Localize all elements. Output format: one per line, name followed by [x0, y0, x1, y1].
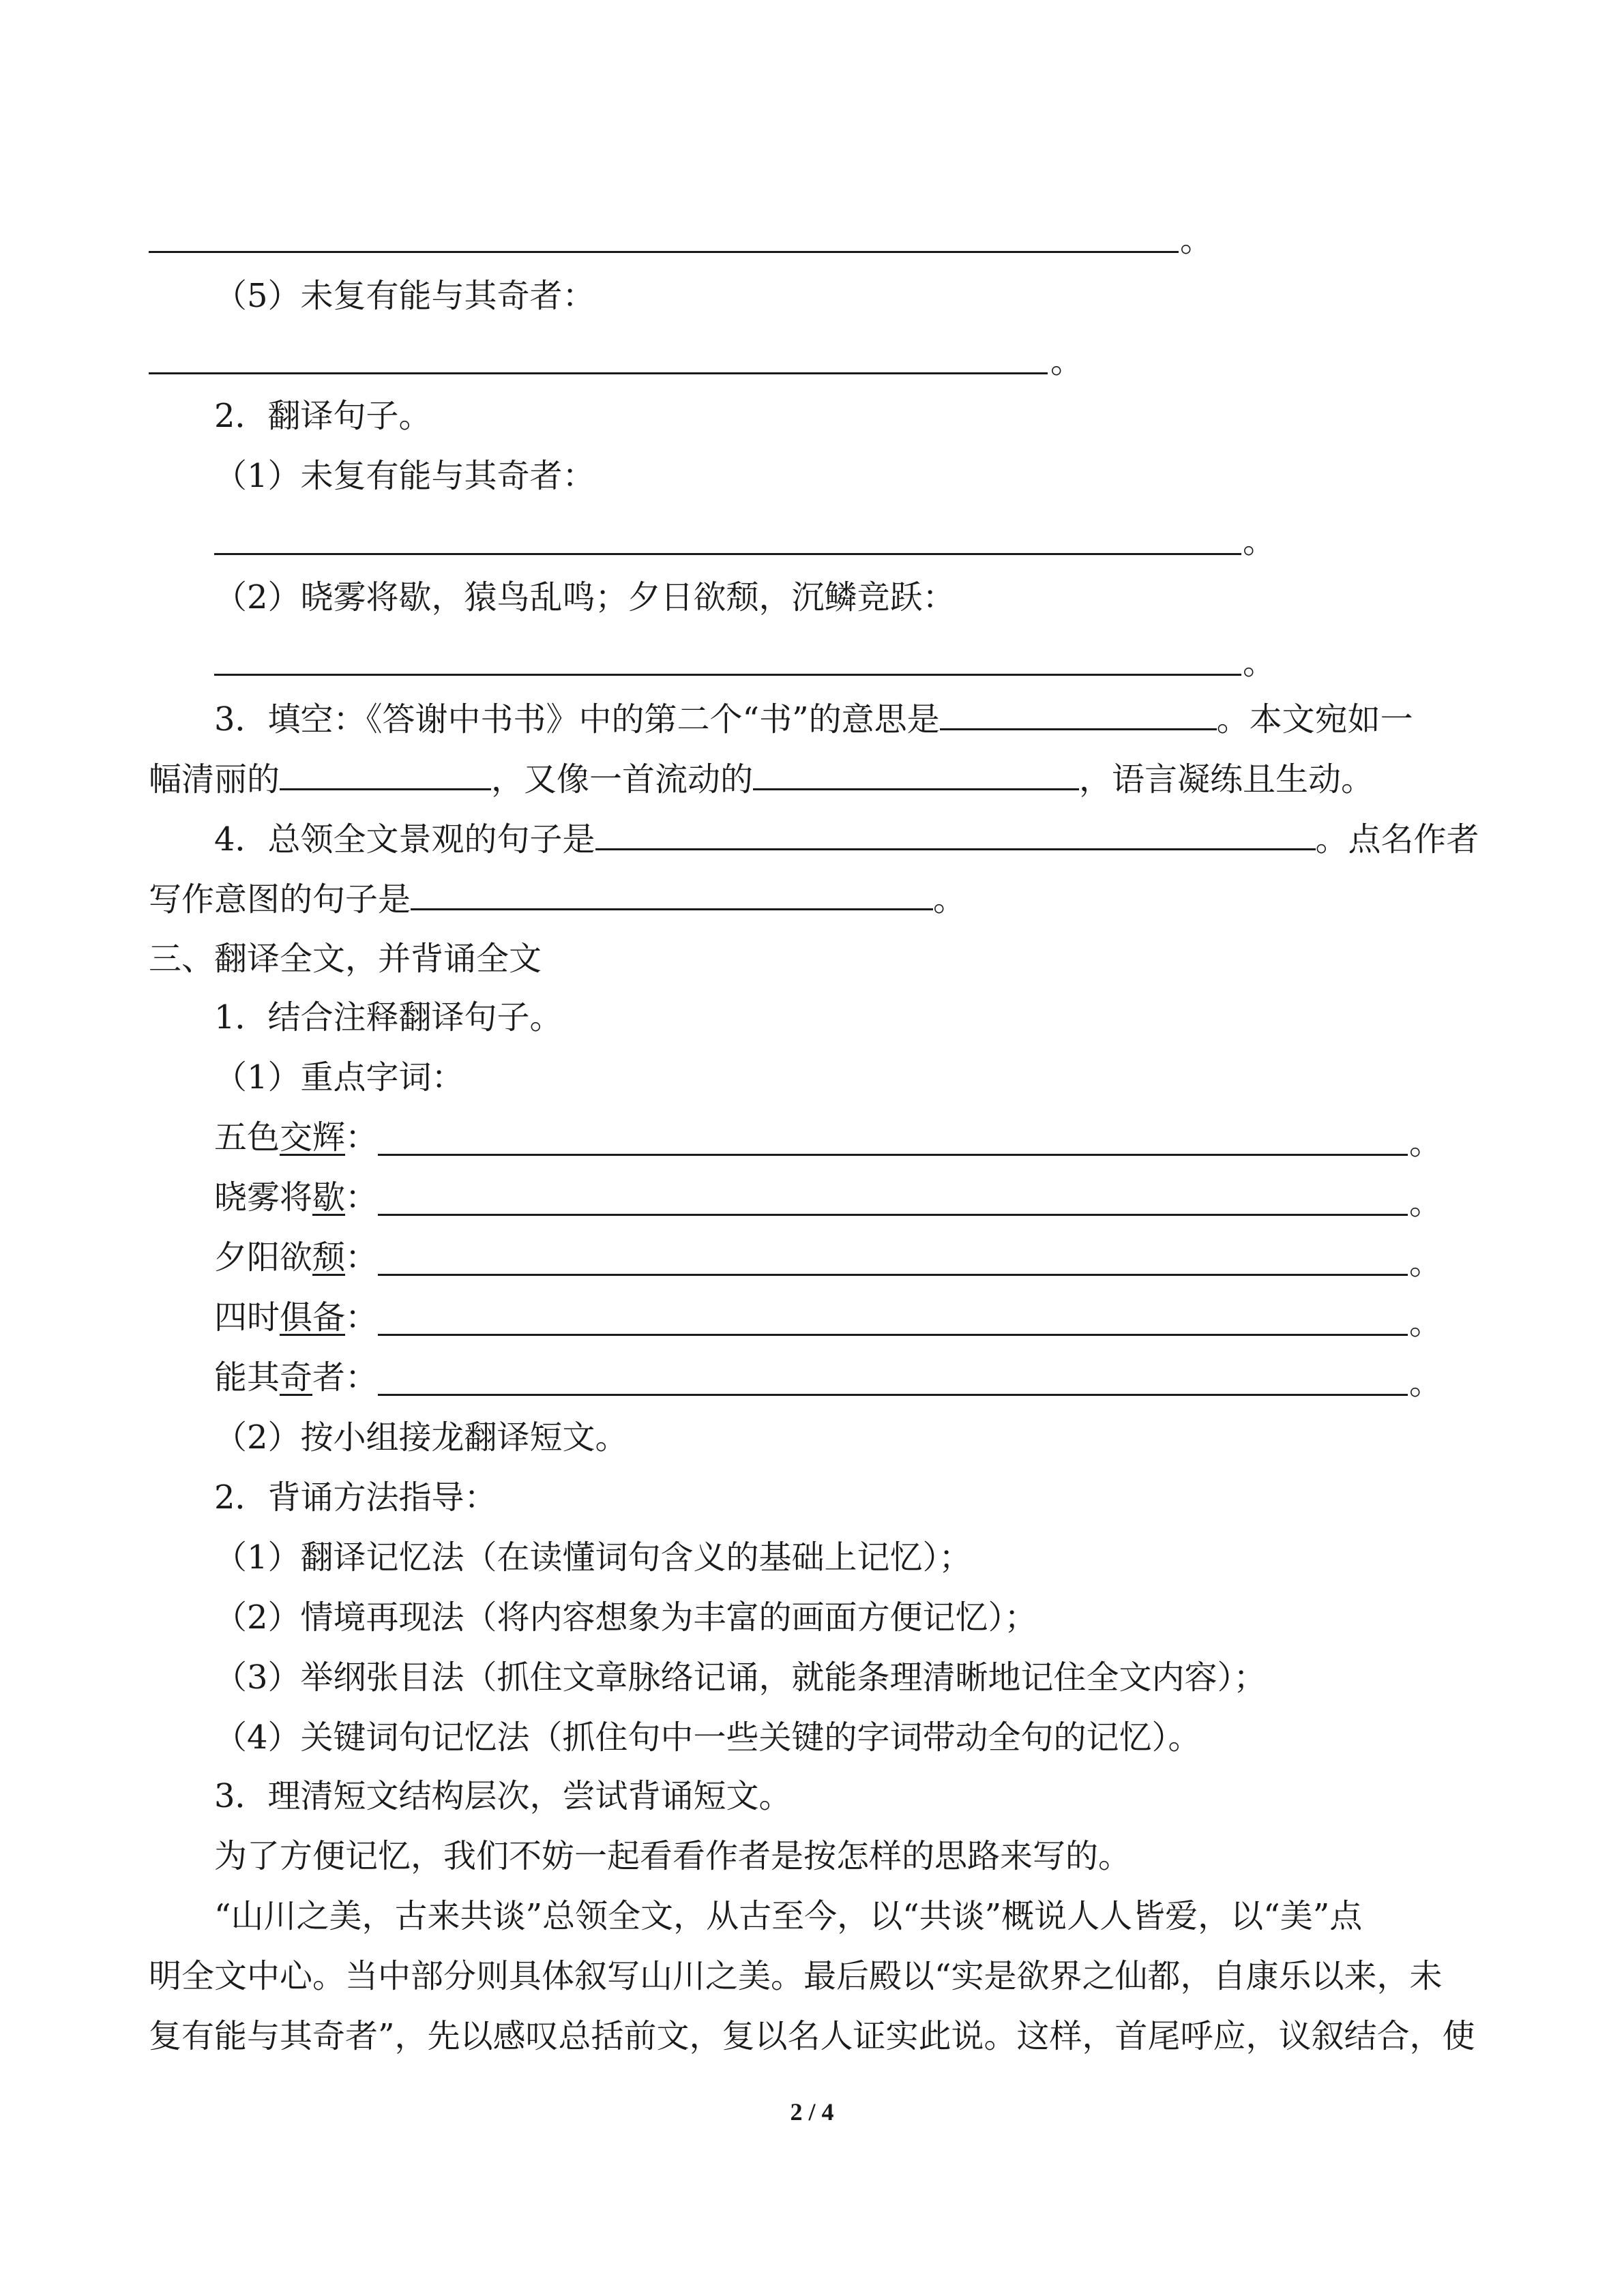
key-word-row: [214, 1237, 378, 1278]
word-prefix: 夕阳欲: [214, 1238, 313, 1277]
word-suffix: 者：: [312, 1358, 379, 1397]
answer-line[interactable]: [378, 1274, 1408, 1276]
answer-line[interactable]: [378, 1334, 1408, 1336]
answer-line[interactable]: [214, 553, 1241, 555]
page-number: 2 / 4: [790, 2098, 834, 2126]
answer-line[interactable]: [214, 674, 1241, 676]
key-word: 歇: [312, 1178, 346, 1217]
answer-line[interactable]: [149, 251, 1179, 253]
question-2-item-2: （2）晓雾将歇，猿鸟乱鸣；夕日欲颓，沉鳞竞跃：: [214, 578, 956, 616]
key-word: 奇: [280, 1358, 313, 1397]
answer-blank[interactable]: [595, 818, 1316, 850]
period: 。: [1409, 1184, 1443, 1222]
word-prefix: 四时: [214, 1298, 280, 1337]
section-3-question-2-title: 2．背诵方法指导：: [214, 1478, 497, 1517]
method-item: （1）翻译记忆法（在读懂词句含义的基础上记忆）；: [214, 1538, 972, 1577]
period: 。: [1409, 1244, 1443, 1282]
question-3-line-2: [149, 758, 1374, 799]
question-3-line-1: [214, 698, 1413, 739]
question-3-text: 3．填空：《答谢中书书》中的第二个“书”的意思是: [214, 700, 940, 739]
answer-line[interactable]: [378, 1214, 1408, 1216]
key-word: 交辉: [280, 1118, 346, 1157]
word-suffix: ：: [345, 1298, 379, 1337]
question-3-text: ，又像一首流动的: [491, 760, 754, 799]
section-3-question-1-sub-2: （2）按小组接龙翻译短文。: [214, 1418, 628, 1457]
period: 。: [1243, 522, 1276, 561]
answer-line[interactable]: [149, 372, 1048, 374]
question-4-line-2: [149, 878, 966, 919]
answer-line[interactable]: [378, 1154, 1408, 1156]
question-4-line-1: [214, 818, 1479, 859]
question-4-text: 4．总领全文景观的句子是: [214, 820, 595, 859]
period: 。: [1409, 1304, 1443, 1342]
word-suffix: ：: [345, 1118, 379, 1157]
paragraph-line: 明全文中心。当中部分则具体叙写山川之美。最后殿以“实是欲界之仙都，自康乐以来，未: [149, 1957, 1443, 1995]
question-3-text: 。本文宛如一: [1216, 700, 1413, 739]
method-item: （2）情境再现法（将内容想象为丰富的画面方便记忆）；: [214, 1598, 1037, 1637]
section-3-question-1-title: 1．结合注释翻译句子。: [214, 998, 563, 1037]
word-prefix: 五色: [214, 1118, 280, 1157]
paragraph-line: 复有能与其奇者”，先以感叹总括前文，复以名人证实此说。这样，首尾呼应，议叙结合，使: [149, 2017, 1475, 2055]
key-word: 颓: [312, 1238, 346, 1277]
question-2-item-1: （1）未复有能与其奇者：: [214, 457, 595, 495]
period: 。: [1409, 1124, 1443, 1162]
key-word-row: [214, 1357, 378, 1398]
paragraph-line: “山川之美，古来共谈”总领全文，从古至今，以“共谈”概说人人皆爱，以“美”点: [214, 1897, 1363, 1935]
key-word-row: [214, 1117, 378, 1158]
period: 。: [1050, 342, 1084, 381]
question-4-text: 写作意图的句子是: [149, 880, 411, 919]
key-word-row: [214, 1297, 378, 1338]
answer-blank[interactable]: [280, 758, 491, 790]
answer-blank[interactable]: [411, 878, 933, 910]
question-3-text: 幅清丽的: [149, 760, 280, 799]
word-prefix: 能其: [214, 1358, 280, 1397]
period: 。: [1409, 1364, 1443, 1402]
word-prefix: 晓雾将: [214, 1178, 313, 1217]
question-4-text: 。: [933, 880, 966, 919]
word-suffix: ：: [345, 1178, 379, 1217]
word-suffix: ：: [345, 1238, 379, 1277]
period: 。: [1243, 644, 1276, 682]
paragraph: 为了方便记忆，我们不妨一起看看作者是按怎样的思路来写的。: [214, 1837, 1132, 1875]
question-3-text: ，语言凝练且生动。: [1079, 760, 1374, 799]
answer-blank[interactable]: [753, 758, 1079, 790]
key-word-row: [214, 1177, 378, 1218]
method-item: （3）举纲张目法（抓住文章脉络记诵，就能条理清晰地记住全文内容）；: [214, 1658, 1267, 1697]
period: 。: [1180, 221, 1213, 259]
answer-line[interactable]: [378, 1394, 1408, 1396]
question-2-title: 2．翻译句子。: [214, 397, 432, 435]
section-3-heading: 三、翻译全文，并背诵全文: [149, 940, 542, 978]
section-3-question-3-title: 3．理清短文结构层次，尝试背诵短文。: [214, 1777, 792, 1815]
question-4-text: 。点名作者: [1315, 820, 1479, 859]
key-word: 俱备: [280, 1298, 346, 1337]
question-1-item-5: （5）未复有能与其奇者：: [214, 277, 595, 315]
answer-blank[interactable]: [940, 698, 1217, 730]
section-3-question-1-sub-1: （1）重点字词：: [214, 1058, 464, 1097]
method-item: （4）关键词句记忆法（抓住句中一些关键的字词带动全句的记忆）。: [214, 1718, 1201, 1757]
